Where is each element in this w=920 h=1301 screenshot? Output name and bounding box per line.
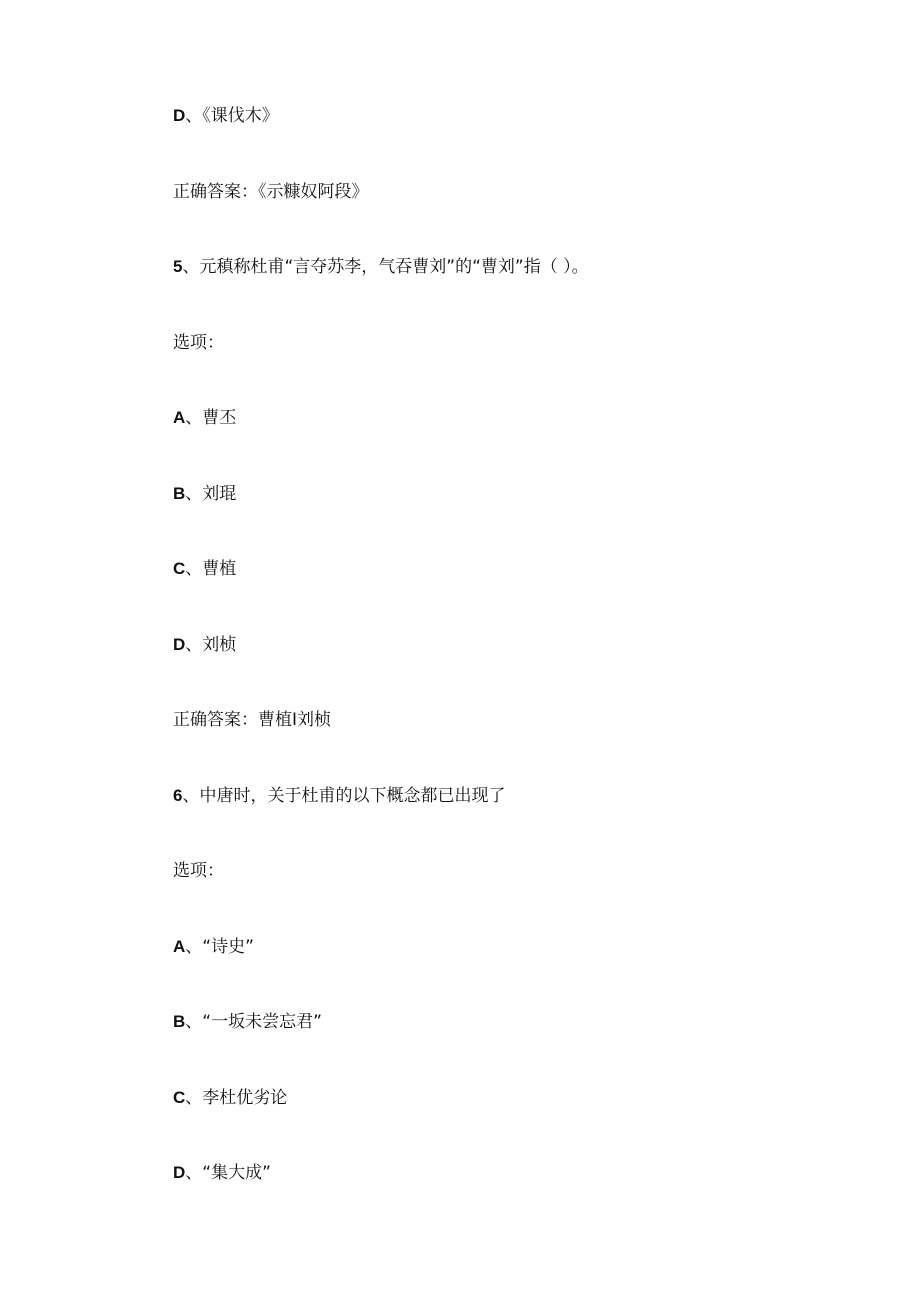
answer-text: 正确答案：《示糠奴阿段》	[173, 182, 369, 202]
option-text: 、“诗史”	[185, 937, 254, 957]
option-d-line	[173, 1161, 271, 1185]
option-c-line	[173, 557, 236, 581]
options-label	[173, 331, 224, 355]
option-letter: D	[173, 106, 186, 125]
option-letter: A	[173, 937, 186, 956]
option-text: 、刘琨	[185, 484, 237, 504]
options-label	[173, 859, 224, 883]
options-label-text: 选项：	[173, 333, 224, 353]
option-letter: C	[173, 1088, 186, 1107]
option-text: 、曹植	[185, 559, 237, 579]
option-letter: B	[173, 484, 186, 503]
option-b-line	[173, 1010, 322, 1034]
option-letter: B	[173, 1012, 186, 1031]
option-a-line	[173, 406, 236, 430]
option-b-line	[173, 482, 236, 506]
answer-text: 正确答案：曹植I刘桢	[173, 710, 332, 730]
option-c-line	[173, 1086, 287, 1110]
option-letter: D	[173, 635, 186, 654]
options-label-text: 选项：	[173, 861, 224, 881]
option-d-line	[173, 104, 279, 128]
option-letter: D	[173, 1163, 186, 1182]
option-text: 、《课伐木》	[185, 106, 279, 126]
option-text: 、“一坂未尝忘君”	[185, 1012, 322, 1032]
correct-answer-line	[173, 180, 369, 204]
question-text: 、中唐时，关于杜甫的以下概念都已出现了	[182, 786, 506, 806]
option-text: 、李杜优劣论	[185, 1088, 288, 1108]
option-letter: C	[173, 559, 186, 578]
question-number: 5	[173, 257, 183, 276]
option-text: 、曹丕	[185, 408, 237, 428]
question-5-line	[173, 255, 589, 279]
question-6-line	[173, 784, 505, 808]
option-a-line	[173, 935, 254, 959]
question-text: 、元稹称杜甫“言夺苏李，气吞曹刘”的“曹刘”指（ ）。	[182, 257, 589, 277]
option-text: 、“集大成”	[185, 1163, 271, 1183]
option-letter: A	[173, 408, 186, 427]
correct-answer-line	[173, 708, 331, 732]
option-d-line	[173, 633, 236, 657]
option-text: 、刘桢	[185, 635, 237, 655]
question-number: 6	[173, 786, 183, 805]
